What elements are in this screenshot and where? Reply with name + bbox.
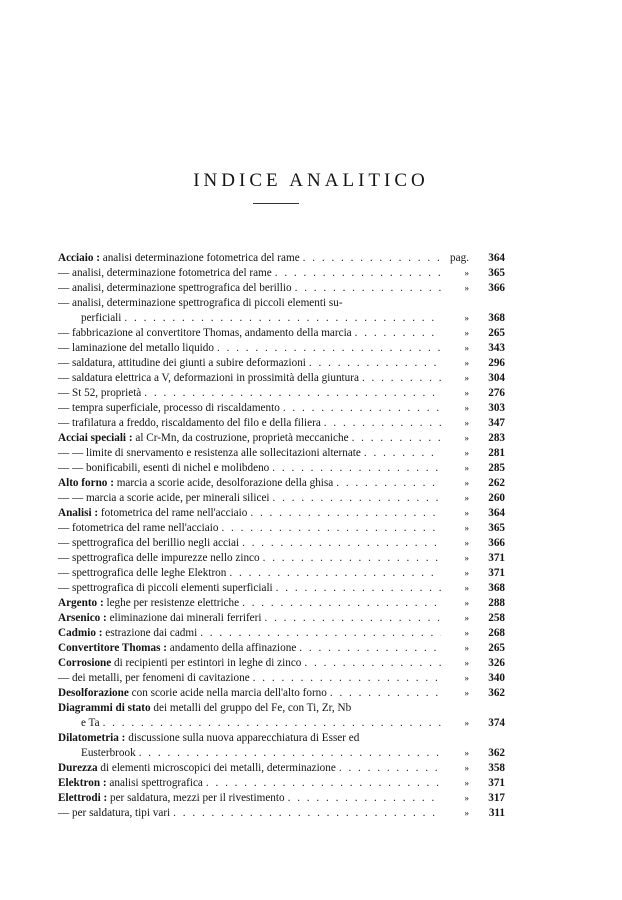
index-entry	[58, 401, 505, 416]
dot-leader	[214, 341, 441, 356]
page-prefix: »	[464, 778, 469, 788]
entry-description: — — limite di snervamento e resistenza alle sollecitazioni alternate	[58, 447, 361, 459]
index-entry	[81, 311, 505, 326]
entry-text	[58, 686, 441, 701]
entry-text	[58, 521, 441, 536]
page-prefix: »	[464, 283, 469, 293]
index-entry	[58, 371, 505, 386]
index-entry	[58, 296, 505, 311]
index-entry	[58, 506, 505, 521]
dot-leader	[280, 401, 441, 416]
entry-text	[58, 476, 441, 491]
entry-label	[58, 251, 300, 266]
page-prefix: »	[464, 493, 469, 503]
entry-text	[81, 746, 441, 761]
entry-keyword: Desolforazione	[58, 687, 129, 699]
page-number: 371	[488, 552, 505, 564]
page-number: 304	[488, 372, 505, 384]
entry-keyword: Diagrammi di stato	[58, 702, 151, 714]
dot-leader	[285, 791, 441, 806]
entry-description: — dei metalli, per fenomeni di cavitazione	[58, 672, 250, 684]
page-prefix: »	[464, 748, 469, 758]
entry-description: discussione sulla nuova apparecchiatura di Esser ed	[125, 732, 360, 744]
entry-label	[58, 566, 226, 581]
entry-keyword: Arsenico :	[58, 612, 107, 624]
entry-label	[58, 536, 239, 551]
entry-text	[58, 296, 441, 311]
page-number: 343	[488, 342, 505, 354]
page-prefix: »	[464, 268, 469, 278]
entry-label	[58, 491, 270, 506]
dot-leader	[239, 596, 441, 611]
entry-keyword: Convertitore Thomas :	[58, 642, 167, 654]
dot-leader	[336, 761, 441, 776]
index-entry	[58, 551, 505, 566]
dot-leader	[296, 641, 441, 656]
entry-text	[58, 596, 441, 611]
dot-leader	[349, 431, 441, 446]
dot-leader	[247, 506, 441, 521]
entry-keyword: Acciaio :	[58, 252, 100, 264]
page-number: 283	[488, 432, 505, 444]
page-number: 288	[488, 597, 505, 609]
dot-leader	[292, 281, 441, 296]
page-number: 258	[488, 612, 505, 624]
entry-keyword: Acciai speciali :	[58, 432, 133, 444]
entry-label	[58, 551, 260, 566]
index-entry	[58, 536, 505, 551]
entry-label	[58, 596, 239, 611]
entry-description: — trafilatura a freddo, riscaldamento del filo e della filiera	[58, 417, 321, 429]
entry-label	[58, 371, 359, 386]
entry-text	[58, 506, 441, 521]
entry-text	[58, 761, 441, 776]
page-prefix: »	[464, 448, 469, 458]
index-entry	[58, 656, 505, 671]
entry-label	[58, 266, 272, 281]
entry-description: di elementi microscopici dei metalli, determinazione	[97, 762, 336, 774]
page-number: 340	[488, 672, 505, 684]
page-number: 265	[488, 327, 505, 339]
entry-text	[58, 386, 441, 401]
entry-text	[58, 626, 441, 641]
page-prefix: »	[464, 478, 469, 488]
page-prefix: »	[464, 403, 469, 413]
entry-label	[58, 701, 351, 716]
index-entry	[58, 731, 505, 746]
page-prefix: »	[464, 388, 469, 398]
entry-label	[58, 506, 247, 521]
entry-label	[58, 671, 250, 686]
entry-text	[58, 581, 441, 596]
page-number: 358	[488, 762, 505, 774]
page-prefix: »	[464, 568, 469, 578]
entry-description: — spettrografica del berillio negli acciai	[58, 537, 240, 549]
entry-description: — per saldatura, tipi vari	[58, 807, 171, 819]
page-prefix: »	[464, 643, 469, 653]
entry-text	[58, 251, 441, 266]
page-number: 347	[488, 417, 505, 429]
entry-description: analisi determinazione fotometrica del rame	[99, 252, 300, 264]
entry-keyword: Cadmio :	[58, 627, 103, 639]
index-entry	[58, 386, 505, 401]
page-prefix: »	[464, 433, 469, 443]
page-number: 311	[488, 807, 505, 819]
dot-leader	[321, 416, 441, 431]
entry-description: eliminazione dai minerali ferriferi	[106, 612, 262, 624]
index-entry	[58, 596, 505, 611]
entry-text	[58, 551, 441, 566]
dot-leader	[361, 446, 441, 461]
entry-text	[81, 311, 441, 326]
page-number: 366	[488, 282, 505, 294]
entry-description: per saldatura, mezzi per il rivestimento	[107, 792, 285, 804]
page-number: 364	[488, 507, 505, 519]
index-entry	[58, 776, 505, 791]
page-number: 368	[488, 312, 505, 324]
entry-label	[58, 476, 333, 491]
entry-keyword: Elektron :	[58, 777, 107, 789]
index-entry	[58, 476, 505, 491]
page-prefix: »	[464, 508, 469, 518]
dot-leader	[260, 551, 441, 566]
page-prefix: »	[464, 343, 469, 353]
entry-label	[58, 341, 214, 356]
page-number: 364	[488, 252, 505, 264]
entry-description: — St 52, proprietà	[58, 387, 142, 399]
entry-text	[58, 776, 441, 791]
page-prefix: »	[464, 658, 469, 668]
page-number: 296	[488, 357, 505, 369]
entry-text	[58, 791, 441, 806]
dot-leader	[136, 746, 441, 761]
entry-description: estrazione dai cadmi	[102, 627, 198, 639]
dot-leader	[327, 686, 441, 701]
page-prefix: »	[464, 688, 469, 698]
entry-text	[58, 266, 441, 281]
entry-text	[58, 641, 441, 656]
entry-text	[58, 356, 441, 371]
index-entry	[58, 431, 505, 446]
entry-label	[58, 806, 170, 821]
entry-description: Eusterbrook	[81, 747, 136, 759]
page-prefix: »	[464, 628, 469, 638]
entry-label	[58, 446, 361, 461]
dot-leader	[352, 326, 441, 341]
page-prefix: »	[464, 718, 469, 728]
entry-description: fotometrica del rame nell'acciaio	[98, 507, 248, 519]
entry-description: dei metalli del gruppo del Fe, con Ti, Zr, Nb	[150, 702, 352, 714]
index-list	[58, 251, 505, 821]
entry-text	[58, 461, 441, 476]
index-entry	[58, 446, 505, 461]
entry-label	[81, 746, 136, 761]
page-prefix: »	[464, 793, 469, 803]
entry-description: al Cr-Mn, da costruzione, proprietà meccaniche	[132, 432, 349, 444]
page-number: 371	[488, 777, 505, 789]
dot-leader	[306, 356, 441, 371]
page-number: 268	[488, 627, 505, 639]
page-number: 326	[488, 657, 505, 669]
entry-text	[81, 716, 441, 731]
page-number: 365	[488, 522, 505, 534]
entry-description: — saldatura, attitudine dei giunti a subire deformazioni	[58, 357, 306, 369]
entry-text	[58, 341, 441, 356]
page-prefix: »	[464, 808, 469, 818]
index-entry	[58, 626, 505, 641]
page-number: 262	[488, 477, 505, 489]
entry-label	[58, 761, 336, 776]
entry-description: con scorie acide nella marcia dell'alto forno	[128, 687, 327, 699]
entry-text	[58, 566, 441, 581]
entry-description: di recipienti per estintori in leghe di zinco	[111, 657, 302, 669]
dot-leader	[197, 626, 441, 641]
entry-description: e Ta	[81, 717, 100, 729]
entry-description: — tempra superficiale, processo di riscaldamento	[58, 402, 280, 414]
page-prefix: »	[464, 358, 469, 368]
dot-leader	[301, 656, 441, 671]
entry-description: — saldatura elettrica a V, deformazioni in prossimità della giuntura	[58, 372, 359, 384]
entry-description: — — bonificabili, esenti di nichel e molibdeno	[58, 462, 270, 474]
page-prefix: »	[464, 313, 469, 323]
dot-leader	[250, 671, 441, 686]
entry-label	[58, 731, 359, 746]
page-prefix: »	[464, 763, 469, 773]
index-title: INDICE ANALITICO	[193, 170, 429, 191]
entry-label	[58, 521, 218, 536]
entry-description: — analisi, determinazione fotometrica del rame	[58, 267, 272, 279]
entry-text	[58, 416, 441, 431]
index-entry	[58, 416, 505, 431]
page-prefix: »	[464, 673, 469, 683]
page-number: 285	[488, 462, 505, 474]
page-number: 362	[488, 747, 505, 759]
entry-text	[58, 536, 441, 551]
page-prefix: »	[464, 553, 469, 563]
dot-leader	[270, 491, 441, 506]
index-entry	[58, 701, 505, 716]
page-number: 366	[488, 537, 505, 549]
page-prefix: pag.	[450, 252, 469, 264]
entry-label	[81, 311, 121, 326]
page-number: 362	[488, 687, 505, 699]
entry-label	[58, 581, 273, 596]
entry-keyword: Corrosione	[58, 657, 112, 669]
page-number: 371	[488, 567, 505, 579]
index-entry	[81, 746, 505, 761]
entry-description: andamento della affinazione	[166, 642, 297, 654]
entry-label	[58, 296, 343, 311]
page-prefix: »	[464, 613, 469, 623]
entry-label	[58, 776, 203, 791]
dot-leader	[272, 266, 441, 281]
entry-label	[58, 641, 296, 656]
entry-description: — fotometrica del rame nell'acciaio	[58, 522, 219, 534]
page-prefix: »	[464, 523, 469, 533]
page-number: 265	[488, 642, 505, 654]
entry-keyword: Analisi :	[58, 507, 99, 519]
entry-label	[58, 461, 269, 476]
entry-description: leghe per resistenze elettriche	[103, 597, 240, 609]
dot-leader	[100, 716, 441, 731]
entry-description: — — marcia a scorie acide, per minerali silicei	[58, 492, 270, 504]
dot-leader	[300, 251, 441, 266]
entry-description: marcia a scorie acide, desolforazione della ghisa	[113, 477, 334, 489]
entry-text	[58, 671, 441, 686]
entry-label	[58, 326, 352, 341]
page-number: 281	[488, 447, 505, 459]
entry-keyword: Argento :	[58, 597, 104, 609]
entry-label	[58, 611, 261, 626]
index-entry	[58, 251, 505, 266]
entry-label	[58, 356, 306, 371]
entry-label	[58, 431, 349, 446]
page-prefix: »	[464, 598, 469, 608]
entry-text	[58, 371, 441, 386]
page-prefix: »	[464, 328, 469, 338]
index-entry	[58, 341, 505, 356]
page-number: 374	[488, 717, 505, 729]
page-number: 260	[488, 492, 505, 504]
dot-leader	[203, 776, 441, 791]
index-entry	[58, 686, 505, 701]
index-entry	[58, 326, 505, 341]
dot-leader	[273, 581, 441, 596]
entry-keyword: Elettrodi :	[58, 792, 108, 804]
index-entry	[58, 491, 505, 506]
entry-description: analisi spettrografica	[106, 777, 203, 789]
entry-text	[58, 611, 441, 626]
index-entry	[58, 791, 505, 806]
page-prefix: »	[464, 463, 469, 473]
entry-text	[58, 806, 441, 821]
page-prefix: »	[464, 373, 469, 383]
page-prefix: »	[464, 583, 469, 593]
index-entry	[58, 581, 505, 596]
page-number: 317	[488, 792, 505, 804]
entry-label	[58, 416, 321, 431]
dot-leader	[170, 806, 441, 821]
entry-description: — spettrografica di piccoli elementi superficiali	[58, 582, 273, 594]
entry-keyword: Durezza	[58, 762, 98, 774]
entry-description: — laminazione del metallo liquido	[58, 342, 214, 354]
entry-label	[58, 791, 285, 806]
entry-description: — analisi, determinazione spettrografica del berillio	[58, 282, 292, 294]
title-divider	[253, 203, 299, 204]
page-number: 303	[488, 402, 505, 414]
entry-label	[58, 281, 292, 296]
index-entry	[58, 641, 505, 656]
index-entry	[58, 566, 505, 581]
page-number: 365	[488, 267, 505, 279]
entry-label	[81, 716, 100, 731]
dot-leader	[218, 521, 441, 536]
index-entry	[58, 461, 505, 476]
entry-description: — spettrografica delle impurezze nello zinco	[58, 552, 260, 564]
index-entry	[58, 266, 505, 281]
entry-label	[58, 686, 327, 701]
index-entry	[58, 611, 505, 626]
dot-leader	[239, 536, 441, 551]
page-prefix: »	[464, 538, 469, 548]
index-entry	[58, 671, 505, 686]
index-entry	[58, 761, 505, 776]
entry-text	[58, 326, 441, 341]
entry-text	[58, 446, 441, 461]
entry-text	[58, 491, 441, 506]
index-entry	[81, 716, 505, 731]
entry-label	[58, 656, 301, 671]
entry-label	[58, 386, 141, 401]
dot-leader	[121, 311, 441, 326]
entry-text	[58, 431, 441, 446]
entry-text	[58, 281, 441, 296]
dot-leader	[226, 566, 441, 581]
entry-description: — fabbricazione al convertitore Thomas, andamento della marcia	[58, 327, 352, 339]
entry-keyword: Dilatometria :	[58, 732, 126, 744]
entry-description: perficiali	[81, 312, 122, 324]
entry-label	[58, 626, 197, 641]
index-entry	[58, 806, 505, 821]
dot-leader	[269, 461, 441, 476]
dot-leader	[359, 371, 441, 386]
entry-text	[58, 401, 441, 416]
entry-text	[58, 701, 441, 716]
page-number: 276	[488, 387, 505, 399]
index-entry	[58, 281, 505, 296]
index-entry	[58, 356, 505, 371]
page-prefix: »	[464, 418, 469, 428]
entry-text	[58, 731, 441, 746]
page-number: 368	[488, 582, 505, 594]
entry-description: — analisi, determinazione spettrografica di piccoli elementi su-	[58, 297, 343, 309]
dot-leader	[333, 476, 441, 491]
dot-leader	[141, 386, 441, 401]
entry-description: — spettrografica delle leghe Elektron	[58, 567, 227, 579]
entry-label	[58, 401, 280, 416]
index-entry	[58, 521, 505, 536]
entry-text	[58, 656, 441, 671]
dot-leader	[261, 611, 441, 626]
entry-keyword: Alto forno :	[58, 477, 114, 489]
